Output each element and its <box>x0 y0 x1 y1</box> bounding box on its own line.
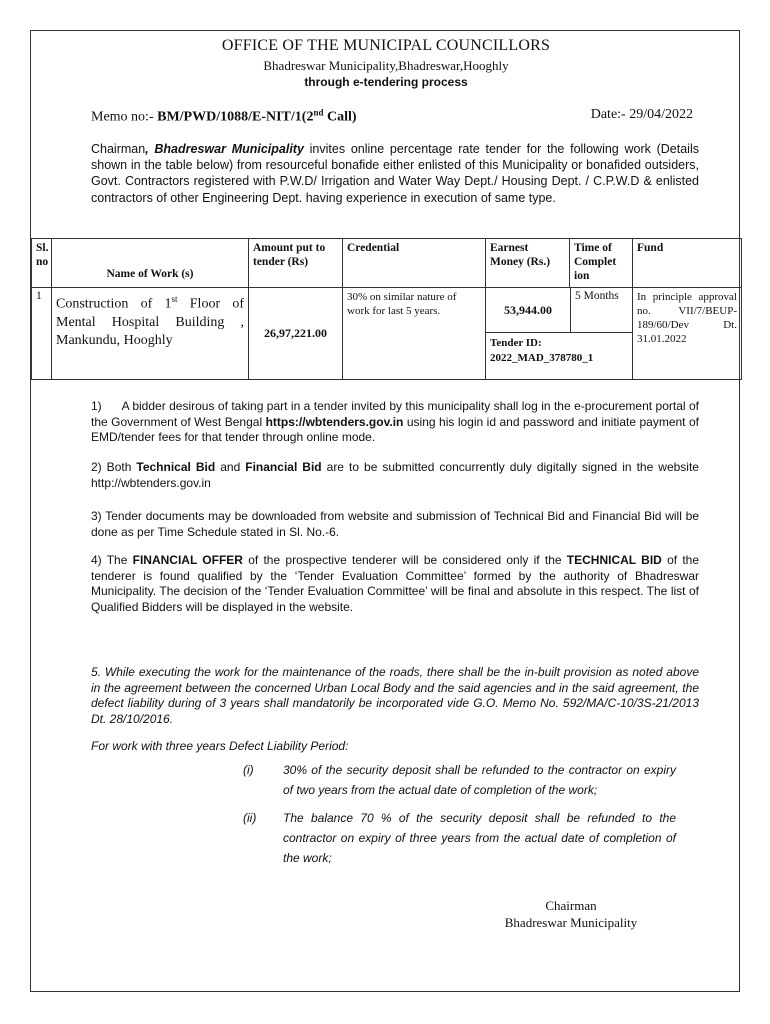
cell-sl: 1 <box>32 288 52 380</box>
cell-credential: 30% on similar nature of work for last 5 years. <box>343 288 486 380</box>
work-name-sup: st <box>171 294 178 304</box>
completion-time: 5 Months <box>575 290 619 302</box>
office-address: Bhadreswar Municipality,Bhadreswar,Hooghly <box>263 58 509 73</box>
header-earnest: Earnest Money (Rs.) <box>486 239 570 288</box>
cell-name-of-work <box>52 288 249 380</box>
header-credential: Credential <box>343 239 486 288</box>
intro-municipality: , Bhadreswar Municipality <box>145 142 304 156</box>
table-header-row <box>32 239 742 288</box>
work-name-pre: Construction of 1 <box>56 296 172 312</box>
point-1-text: 1) A bidder desirous of taking part in a tender invited by this municipality shall log in the e-procurement portal of the Government of West Bengal <box>91 399 703 429</box>
intro-paragraph <box>91 141 699 206</box>
defect-liability-heading: For work with three years Defect Liability Period: <box>91 739 349 753</box>
sub-item-2-number: (ii) <box>243 811 257 825</box>
sub-item-1-text: 30% of the security deposit shall be refunded to the contractor on expiry of two years from the actual date of completion of the work; <box>283 763 676 797</box>
wbtenders-link[interactable]: https://wbtenders.gov.in <box>265 414 404 429</box>
financial-bid-label: Financial Bid <box>245 460 322 474</box>
sub-item-2-text: The balance 70 % of the security deposit shall be refunded to the contractor on expiry of three years from the actual date of completion of the work; <box>283 811 676 865</box>
tender-table <box>31 238 742 380</box>
point-1 <box>91 399 703 446</box>
work-name-post: Floor of Mental Hospital Building , Mankundu, Hooghly <box>56 296 245 348</box>
header-time: Time of Complet ion <box>570 239 633 288</box>
memo-sup: nd <box>313 107 324 117</box>
table-row <box>32 288 742 380</box>
memo-number <box>91 107 357 126</box>
technical-bid-caps: TECHNICAL BID <box>566 553 662 567</box>
point-3: 3) Tender documents may be downloaded from website and submission of Technical Bid and Financial Bid will be done as per Time Schedule stated in Sl. No.-6. <box>91 509 699 539</box>
point-2-text: 2) Both <box>91 460 137 474</box>
sub-item-1-number: (i) <box>243 763 254 777</box>
header-name <box>52 239 249 288</box>
earnest-money: 53,944.00 <box>486 288 571 332</box>
point-4-tail: of the tenderer is found qualified by the ‘Tender Evaluation Committee’ formed by the authority of Bhadreswar Municipality. The decision of the ‘Tender Evaluation Committee’ will be final and absolute in this respect. The list of Qualified Bidders will be displayed in the website. <box>91 553 699 614</box>
header-name-text: Name of Work (s) <box>106 268 194 280</box>
tender-id: 2022_MAD_378780_1 <box>490 352 594 364</box>
office-title: OFFICE OF THE MUNICIPAL COUNCILLORS <box>221 37 551 54</box>
cell-amount: 26,97,221.00 <box>249 288 343 380</box>
point-2 <box>91 460 699 491</box>
point-2-and: and <box>215 460 246 474</box>
signature-title: Chairman <box>545 898 597 913</box>
header-amount: Amount put to tender (Rs) <box>249 239 343 288</box>
cell-fund: In principle approval no. VII/7/BEUP-189/60/Dev Dt. 31.01.2022 <box>633 288 742 380</box>
memo-prefix: Memo no:- <box>91 109 158 125</box>
point-4-text: 4) The <box>91 553 133 567</box>
memo-ref: BM/PWD/1088/E-NIT/1(2 <box>157 109 314 125</box>
point-4 <box>91 553 699 615</box>
memo-date: Date:- 29/04/2022 <box>590 107 693 122</box>
header-fund: Fund <box>633 239 742 288</box>
document-page <box>30 30 740 992</box>
header-sl: Sl. no <box>32 239 52 288</box>
point-2-tail: are to be submitted concurrently duly digitally signed in the website http://wbtenders.gov.in <box>91 460 699 490</box>
point-5: 5. While executing the work for the maintenance of the roads, there shall be the in-built provision as noted above in the agreement between the concerned Urban Local Body and the said agencies and in the said agreement, the defect liability during of 3 years shall mandatorily be incorporated vide G.O. Memo No. 592/MA/C-10/3S-21/2013 Dt. 28/10/2016. <box>91 665 699 726</box>
cell-earnest-time <box>486 288 633 380</box>
point-4-mid: of the prospective tenderer will be considered only if the <box>242 553 567 567</box>
memo-suffix: Call) <box>323 109 357 125</box>
financial-offer-label: FINANCIAL OFFER <box>132 553 243 567</box>
technical-bid-label: Technical Bid <box>136 460 216 474</box>
intro-body: invites online percentage rate tender for the following work (Details shown in the table below) from resourceful bonafide either enlisted of this Municipality or bonafided outsiders, Govt. Contractors registered with P.W.D/ Irrigation and Water Way Dept./ Housing Dept. / C.P.W.D & enlisted contractors of other Engineering Dept. having experience in execution of same type. <box>91 142 699 205</box>
signature-org: Bhadreswar Municipality <box>504 915 638 930</box>
intro-chairman: Chairman <box>91 142 146 156</box>
point-1-tail: using his login id and password and initiate payment of EMD/tender fees for that tender through online mode. <box>91 414 699 444</box>
tender-id-label: Tender ID: <box>490 337 542 349</box>
tender-process: through e-tendering process <box>304 75 468 89</box>
